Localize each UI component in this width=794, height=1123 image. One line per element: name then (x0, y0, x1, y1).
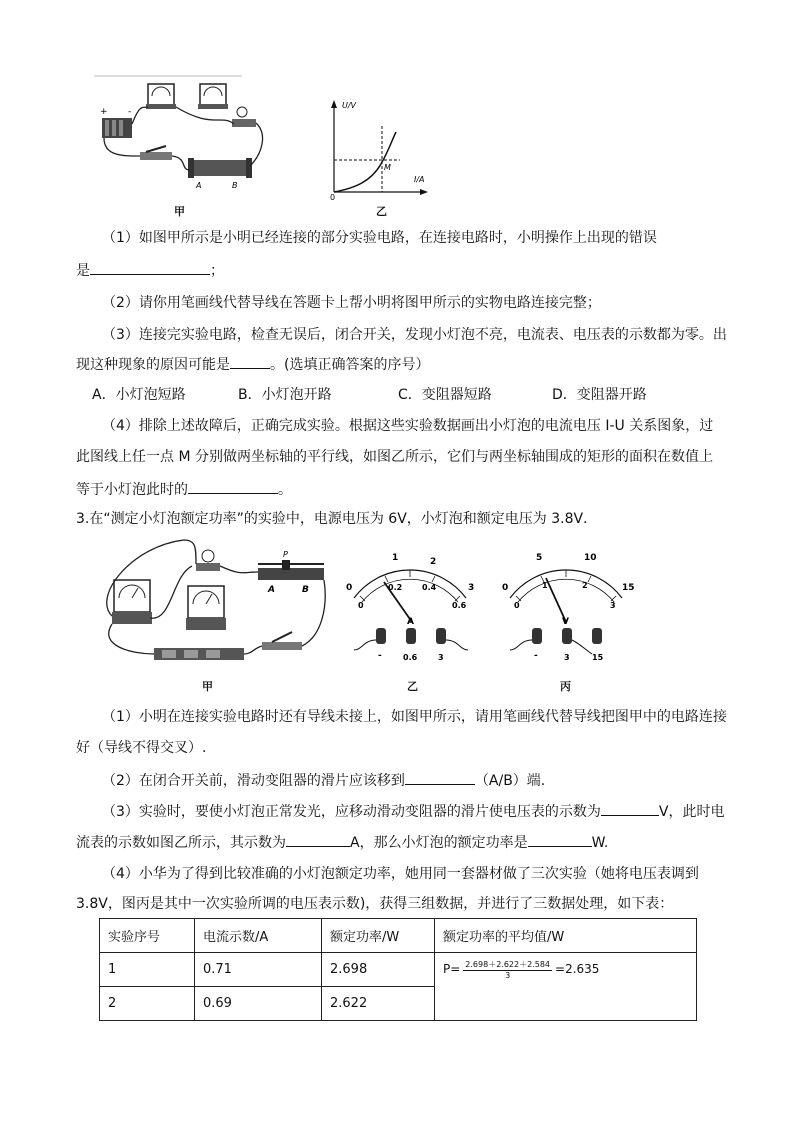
ammeter-end-0: 0 (346, 583, 353, 593)
minus-sign: - (128, 107, 132, 117)
switch-icon (262, 632, 302, 650)
voltmeter-icon (186, 586, 226, 630)
results-table (99, 918, 697, 1021)
battery-icon (154, 648, 244, 660)
table-cell: 0.71 (195, 953, 322, 987)
voltmeter-term-15: 15 (592, 653, 604, 662)
ammeter-terminals (376, 628, 446, 644)
q3-part1-text-2: 好（导线不得交叉）. (76, 740, 207, 756)
rheostat-icon (258, 560, 324, 580)
voltmeter-term-3: 3 (564, 653, 570, 662)
q3-part3-line-2: 流表的示数如图乙所示，其示数为 A，那么小灯泡的额定功率是 W. (76, 832, 726, 853)
q3-intro: 3.在“测定小灯泡额定功率”的实验中，电源电压为 6V，小灯泡和额定电压为 3.8V． (76, 511, 598, 527)
ammeter-bottom-0-4: 0.4 (422, 583, 437, 592)
voltmeter-end-0: 0 (502, 583, 509, 593)
table-cell: 1 (100, 953, 195, 987)
q3-part1-text: （1）小明在连接实验电路时还有导线未接上，如图甲所示，请用笔画线代替导线把图甲中的电路连接 (102, 709, 727, 725)
rheostat-label-a: A (268, 585, 275, 595)
voltmeter-term-minus: - (534, 651, 538, 661)
table-cell: 2.698 (322, 953, 435, 987)
q2-part3-blank-line: 现这种现象的原因可能是 。(选填正确答案的序号） (76, 354, 726, 375)
voltmeter-bottom-3: 3 (610, 601, 616, 610)
figure-3-yi-ammeter-dial (340, 546, 480, 672)
point-m-label: M (384, 163, 391, 172)
ammeter-symbol: A (407, 617, 414, 627)
figure-3-jia-caption: 甲 (202, 680, 213, 693)
q3-part4-text: （4）小华为了得到比较准确的小灯泡额定功率，她用同一套器材做了三次实验（她将电压表调到 (102, 866, 699, 882)
rheostat-label-a: A (196, 181, 202, 190)
table-header-row (100, 919, 697, 953)
answer-blank[interactable] (188, 479, 278, 494)
rheostat-label-b: B (302, 585, 309, 595)
figure-3-jia-circuit (92, 536, 332, 666)
option-c: C．变阻器短路 (398, 387, 492, 403)
axis-u-label: U/V (342, 101, 357, 110)
q3-part2-line: （2）在闭合开关前，滑动变阻器的滑片应该移到 （A/B）端. (102, 770, 752, 791)
table-cell: 2 (100, 987, 195, 1021)
voltmeter-bottom-0: 0 (514, 601, 520, 610)
option-b: B．小灯泡开路 (238, 387, 332, 403)
voltmeter-end-15: 15 (622, 583, 635, 593)
switch-icon (140, 146, 172, 160)
q2-part3-text: （3）连接完实验电路，检查无误后，闭合开关，发现小灯泡不亮，电流表、电压表的示数都为零。出 (102, 327, 727, 343)
origin-label: 0 (330, 193, 336, 200)
voltmeter-symbol: V (562, 617, 569, 627)
q2-part4-blank-line: 等于小灯泡此时的 。 (76, 479, 726, 500)
q3-part4-text-2: 3.8V，图丙是其中一次实验所调的电压表示数)，获得三组数据，并进行了三数据处理，如下表： (76, 896, 674, 912)
figure-1-jia-caption: 甲 (174, 205, 185, 218)
figure-1-jia-circuit (92, 74, 292, 214)
answer-blank[interactable] (90, 260, 210, 275)
table-cell: 0.69 (195, 987, 322, 1021)
rheostat-icon (188, 158, 252, 178)
table-row (100, 953, 697, 987)
answer-blank[interactable] (230, 354, 270, 369)
answer-blank[interactable] (601, 801, 659, 816)
voltmeter-terminals (532, 628, 602, 644)
voltmeter-bottom-2: 2 (582, 581, 588, 590)
voltmeter-needle (546, 578, 566, 622)
option-d: D．变阻器开路 (552, 387, 647, 403)
table-header: 额定功率/W (322, 919, 435, 953)
ammeter-term-0-6: 0.6 (403, 653, 418, 662)
plus-sign: + (100, 107, 108, 117)
answer-blank[interactable] (405, 770, 475, 785)
battery-icon (102, 118, 132, 138)
voltmeter-icon (198, 84, 228, 109)
q2-part1-text: （1）如图甲所示是小明已经连接的部分实验电路，在连接电路时，小明操作上出现的错误 (102, 230, 657, 246)
avg-fraction (463, 959, 552, 980)
q2-part2-text: （2）请你用笔画线代替导线在答题卡上帮小明将图甲所示的实物电路连接完整； (102, 295, 601, 311)
axis-i-label: I/A (414, 175, 425, 184)
voltmeter-bottom-1: 1 (542, 581, 548, 590)
ammeter-term-3: 3 (438, 653, 444, 662)
q2-part1-blank-line: 是 ； (76, 260, 726, 281)
ammeter-term-minus: - (378, 651, 382, 661)
avg-prefix: P= (443, 962, 461, 976)
q2-part4-text: （4）排除上述故障后，正确完成实验。根据这些实验数据画出小灯泡的电流电压 I-U 关系图象，过 (102, 418, 714, 434)
ammeter-top-1: 1 (392, 553, 399, 563)
average-formula-cell (435, 953, 697, 1021)
iu-curve (334, 132, 396, 192)
q3-part3-line: （3）实验时，要使小灯泡正常发光，应移动滑动变阻器的滑片使电压表的示数为 V，此时电 (102, 801, 752, 822)
ammeter-icon (146, 84, 176, 109)
avg-denominator: 3 (505, 971, 511, 980)
rheostat-label-b: B (232, 181, 238, 190)
voltmeter-top-10: 10 (584, 553, 597, 563)
table-cell: 2.622 (322, 987, 435, 1021)
avg-numerator: 2.698＋2.622＋2.584 (465, 960, 551, 969)
ammeter-bottom-0-6: 0.6 (452, 601, 467, 610)
figure-1-yi-caption: 乙 (376, 205, 387, 218)
ammeter-icon (112, 580, 152, 624)
bulb-icon (196, 550, 220, 571)
answer-blank[interactable] (286, 832, 350, 847)
bulb-icon (232, 107, 256, 127)
voltmeter-top-5: 5 (536, 553, 543, 563)
figure-3-yi-caption: 乙 (407, 680, 418, 693)
figure-3-bing-voltmeter-dial (496, 546, 636, 672)
avg-result: =2.635 (555, 962, 600, 976)
ammeter-bottom-0: 0 (358, 601, 364, 610)
figure-1-yi-iu-graph (326, 96, 436, 200)
q2-part4-text-2: 此图线上任一点 M 分别做两坐标轴的平行线，如图乙所示，它们与两坐标轴围成的矩形的面积在数值上 (76, 449, 713, 465)
table-header: 实验序号 (100, 919, 195, 953)
answer-blank[interactable] (528, 832, 592, 847)
ammeter-top-2: 2 (430, 557, 437, 567)
option-a: A．小灯泡短路 (92, 387, 186, 403)
ammeter-bottom-0-2: 0.2 (388, 583, 403, 592)
slider-label-p: P (283, 550, 288, 559)
ammeter-end-3: 3 (468, 583, 475, 593)
table-header: 额定功率的平均值/W (435, 919, 697, 953)
table-header: 电流示数/A (195, 919, 322, 953)
q2-options (92, 385, 742, 405)
figure-3-bing-caption: 丙 (560, 680, 571, 693)
